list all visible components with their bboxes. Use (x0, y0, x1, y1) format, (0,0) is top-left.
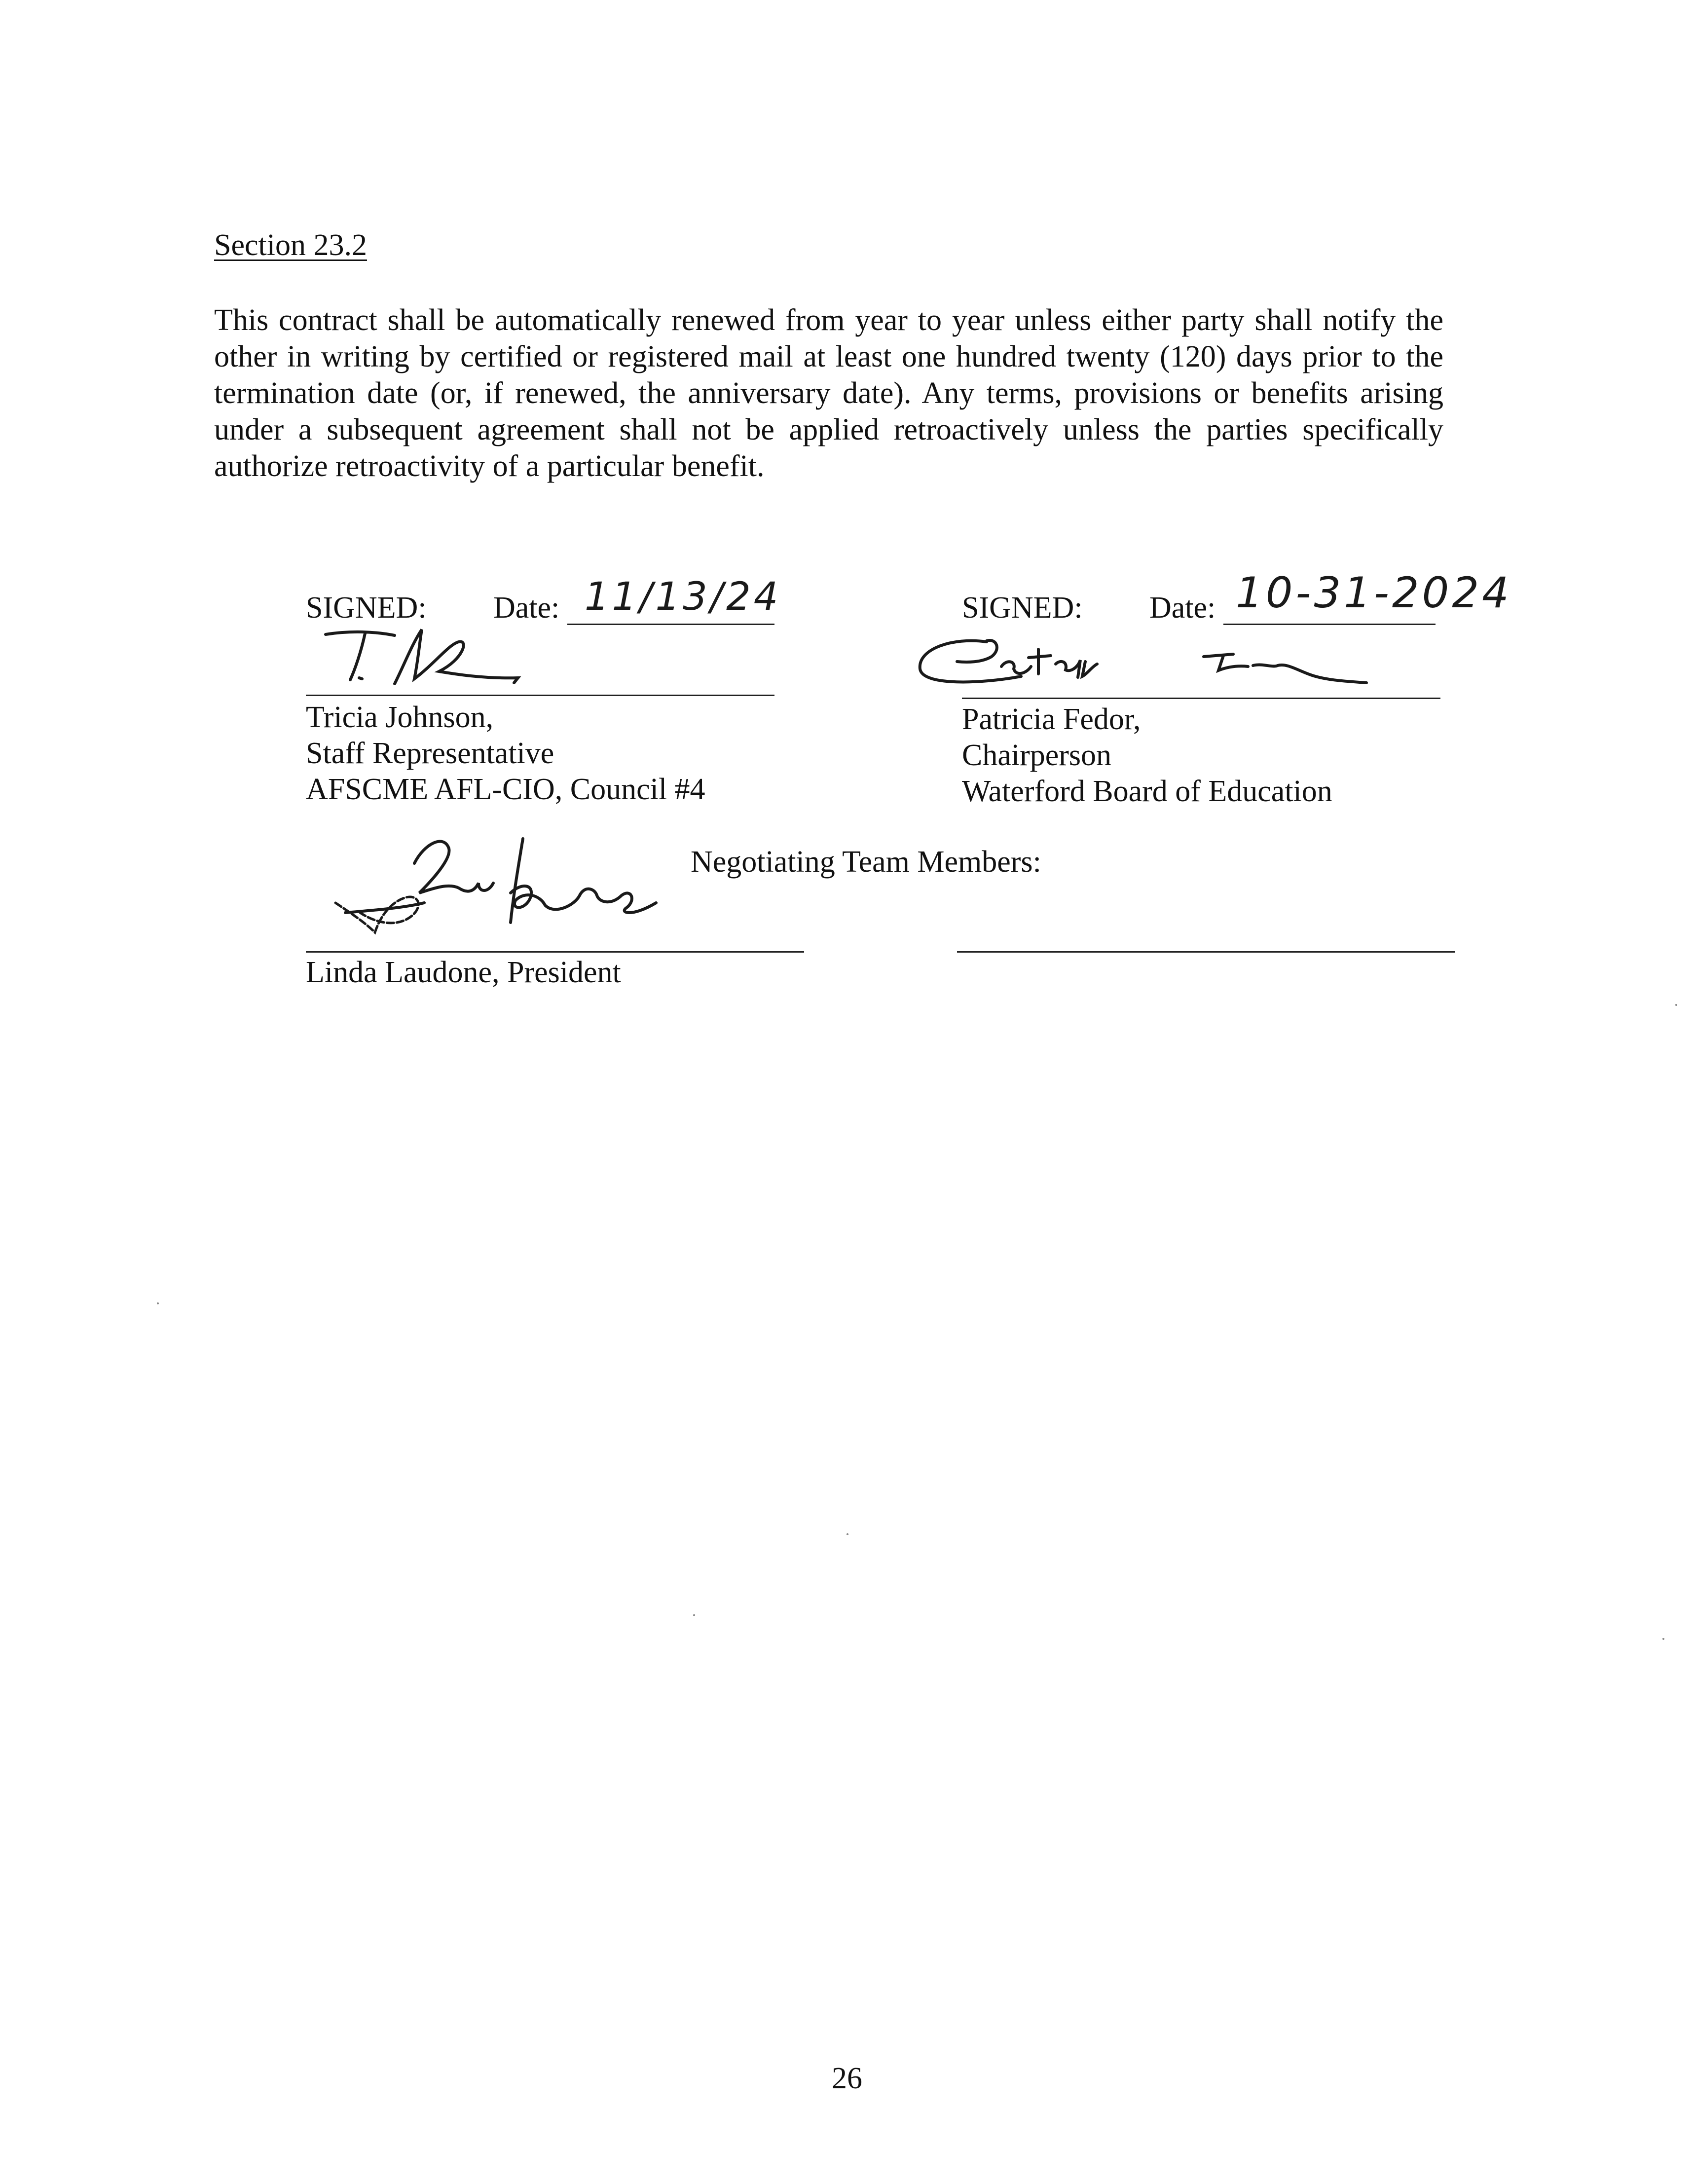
handwritten-date: 10-31-2024 (1236, 568, 1512, 618)
signed-label: SIGNED: (306, 591, 427, 625)
date-label: Date: (493, 591, 560, 625)
scan-speck (1675, 1004, 1677, 1006)
section-heading: Section 23.2 (214, 228, 367, 262)
signer-name: Tricia Johnson, (306, 701, 494, 734)
signed-label: SIGNED: (962, 591, 1083, 625)
scan-speck (1662, 1638, 1664, 1640)
handwritten-signature-johnson (321, 625, 538, 689)
date-line (1223, 624, 1436, 625)
signer-title: Chairperson (962, 739, 1112, 772)
signer-title: Staff Representative (306, 737, 554, 770)
scan-speck (847, 1533, 848, 1535)
negotiating-team-label: Negotiating Team Members: (691, 845, 1041, 879)
signer-organization: AFSCME AFL-CIO, Council #4 (306, 773, 705, 806)
page-number: 26 (832, 2062, 862, 2095)
signer-name: Patricia Fedor, (962, 703, 1141, 736)
president-signature-line (306, 951, 804, 953)
signature-line (306, 695, 774, 696)
date-line (567, 624, 774, 625)
signature-block-right (962, 568, 1584, 812)
section-body: This contract shall be automatically renewed from year to year unless either party shall notify the other in writing by certified or registered mail at least one hundred twenty (120) days prior to the termination date (or, if renewed, the anniversary date). Any terms, provisions or benefits arising under a subsequent agreement shall not be applied retroactively unless the parties specifically authorize retroactivity of a particular benefit. (214, 303, 1443, 483)
handwritten-date: 11/13/24 (585, 575, 781, 619)
team-member-signature-line (957, 951, 1455, 953)
handwritten-signature-laudone (316, 834, 691, 947)
date-label: Date: (1149, 591, 1216, 625)
signature-line (962, 698, 1440, 699)
scan-speck (693, 1614, 695, 1616)
president-name: Linda Laudone, President (306, 956, 621, 989)
signer-organization: Waterford Board of Education (962, 775, 1332, 808)
handwritten-signature-fedor (908, 627, 1381, 701)
scan-speck (157, 1302, 159, 1304)
signature-block-left (306, 575, 781, 812)
